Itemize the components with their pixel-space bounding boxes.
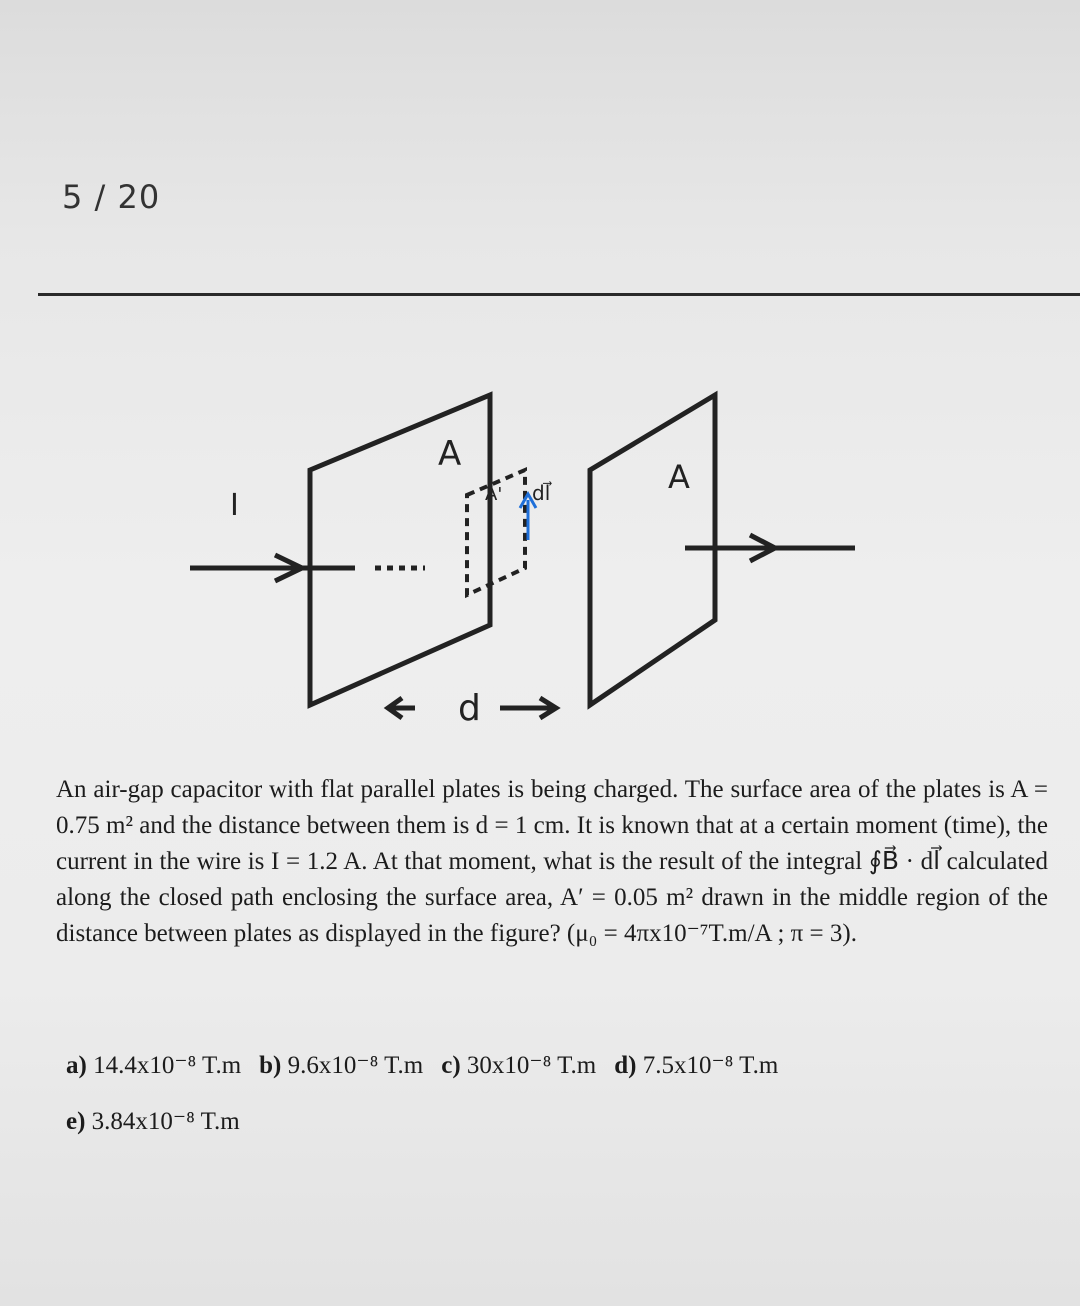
distance-label: d [458, 688, 481, 729]
capacitor-figure [180, 380, 880, 740]
option-b[interactable] [259, 1050, 423, 1106]
left-plate [310, 395, 490, 705]
inner-area-label: A' [485, 484, 503, 505]
distance-arrow-right [500, 698, 556, 718]
answer-options [66, 1050, 1046, 1162]
option-b-key: b) [259, 1052, 282, 1079]
distance-arrow-left [388, 698, 415, 718]
question-text: An air-gap capacitor with flat parallel plates is being charged. The surface area of the plates is A = 0.75 m² and the distance between them is d = 1 cm. It is known that at a certain moment (time), the current in the wire is I = 1.2 A. At that moment, what is the result of the integral ∮B⃗ · dl⃗ calculated along the closed path enclosing the surface area, A′ = 0.05 m² drawn in the middle region of the distance between plates as displayed in the figure? (μ₀ = 4πx10⁻⁷T.m/A ; π = 3). [56, 776, 1048, 947]
options-row-1 [66, 1050, 1046, 1106]
page-counter: 5 / 20 [62, 178, 161, 216]
option-a[interactable] [66, 1050, 241, 1106]
option-a-key: a) [66, 1052, 87, 1079]
options-row-2 [66, 1106, 1046, 1162]
option-e-value: 3.84x10⁻⁸ T.m [91, 1108, 240, 1135]
plate-left-label: A [438, 434, 462, 474]
option-c[interactable] [441, 1050, 596, 1106]
option-c-key: c) [441, 1052, 461, 1079]
option-b-value: 9.6x10⁻⁸ T.m [287, 1052, 424, 1079]
option-a-value: 14.4x10⁻⁸ T.m [93, 1052, 242, 1079]
dl-label: dl⃗ [532, 481, 551, 505]
plate-right-label: A [668, 458, 690, 496]
divider [38, 293, 1080, 296]
option-d[interactable] [614, 1050, 778, 1106]
option-e-key: e) [66, 1108, 86, 1135]
option-d-key: d) [614, 1052, 637, 1079]
option-d-value: 7.5x10⁻⁸ T.m [642, 1052, 779, 1079]
option-e[interactable] [66, 1106, 240, 1162]
option-c-value: 30x10⁻⁸ T.m [466, 1052, 597, 1079]
current-label: I [230, 488, 239, 523]
